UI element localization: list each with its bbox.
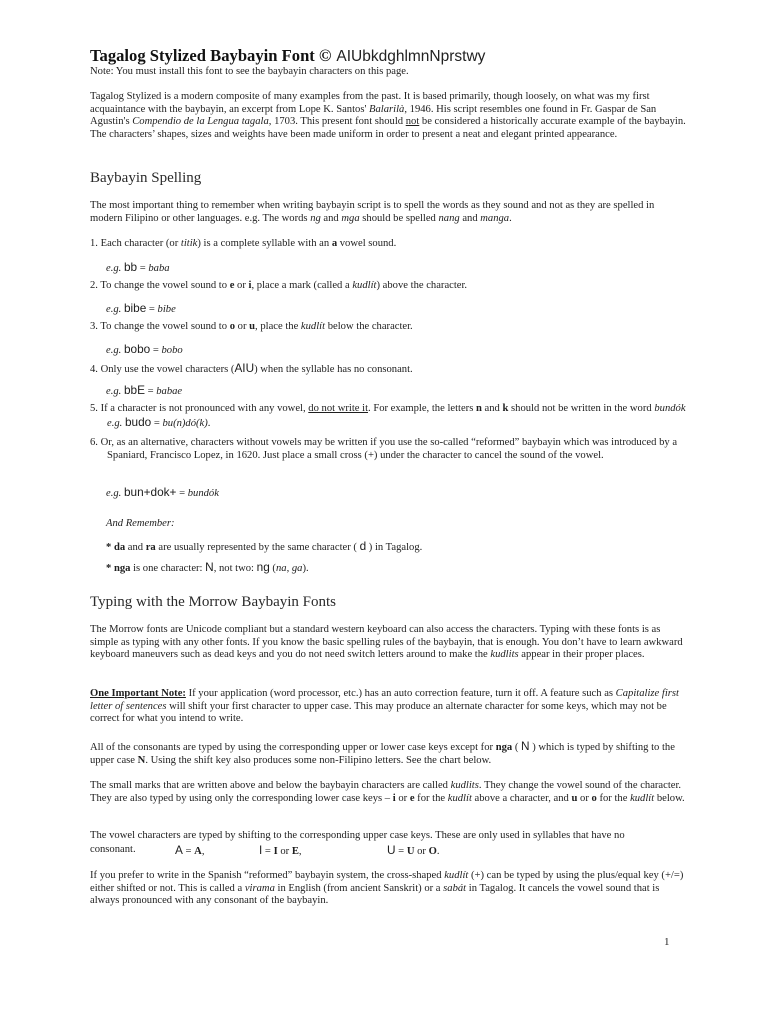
text-run: (: [512, 742, 522, 753]
section-heading-spelling: Baybayin Spelling: [90, 170, 202, 186]
text-run: , 1703. This present font should: [268, 116, 406, 128]
italic-term: kudlít: [300, 321, 326, 332]
text-run: are usually represented by the same character (: [155, 542, 360, 553]
bold-letter: I: [273, 845, 278, 857]
bold-letter: u: [249, 321, 256, 332]
bold-letter: n: [475, 403, 482, 414]
text-run: ) when the syllable has no consonant.: [254, 364, 413, 375]
italic-term: bundók e.g.: [107, 403, 686, 429]
italic-term: manga: [480, 212, 510, 224]
text-run: ) in Tagalog.: [366, 542, 423, 553]
text-run: 5. If a character is not pronounced with any vowel,: [90, 403, 309, 414]
text-run: or: [235, 321, 250, 332]
text-run: should not be written in the word: [508, 403, 655, 414]
latin-reading: babae: [156, 386, 183, 397]
install-note: Note: You must install this font to see the baybayin characters on this page.: [90, 66, 409, 77]
text-run: 3. To change the vowel sound to: [90, 321, 230, 332]
text-run: All of the consonants are typed by using the corresponding upper or lower case keys except for: [90, 742, 496, 753]
eg-label: e.g.: [106, 386, 124, 397]
bold-letter: i: [248, 280, 252, 291]
text-run: and: [320, 212, 342, 224]
bold-letter: o: [229, 321, 235, 332]
baybayin-sample: bb: [123, 260, 138, 274]
vowel-mapping-u: [387, 843, 440, 859]
text-run: . For example, the letters: [368, 403, 476, 414]
rule-4-example: [106, 383, 686, 399]
text-run: The Morrow fonts are Unicode compliant but a standard western keyboard can also access the characters. Typing with these fonts is as simple as typing with any other fonts. If you know the basic spelling rules of the baybayin, that is enough. You don’t have to learn awkward keyboard maneuvers such as dead keys and you do not need switch letters around to make the: [90, 624, 683, 661]
rule-4: [90, 362, 686, 377]
document-title: [90, 46, 686, 67]
consonants-paragraph: [90, 740, 686, 767]
italic-term: mga: [341, 212, 360, 224]
bold-letter: U: [406, 845, 415, 857]
equals-sign: =: [176, 488, 188, 499]
text-run: The small marks that are written above and below the baybayin characters are called: [90, 780, 451, 791]
remember-item-da-ra: [106, 539, 686, 555]
italic-term: nang: [438, 212, 460, 224]
text-run: and: [459, 212, 481, 224]
text-run: ,: [201, 845, 205, 857]
title-text: Tagalog Stylized Baybayin Font ©: [90, 46, 332, 65]
baybayin-sample: ng: [256, 560, 270, 574]
text-run: and: [125, 542, 146, 553]
text-run: above a character, and: [471, 792, 572, 804]
italic-term: titik: [180, 238, 198, 249]
rule-3: [90, 321, 686, 334]
text-run: 2. To change the vowel sound to: [90, 280, 230, 291]
text-run: , place the: [255, 321, 301, 332]
text-run: 4. Only use the vowel characters (: [90, 364, 235, 375]
text-run: . Using the shift key also produces some non-Filipino letters. See the chart below.: [145, 754, 492, 766]
equals-sign: =: [137, 263, 149, 274]
italic-term: kudlít: [447, 792, 472, 804]
baybayin-sample: U: [387, 842, 396, 857]
underlined-text: not: [405, 116, 420, 128]
text-run: ) above the character.: [376, 280, 468, 291]
bold-letter: k: [502, 403, 509, 414]
text-run: in Tagalog. It cancels the vowel sound that is always pronounced with any consonant of the baybayin.: [90, 882, 660, 907]
equals-sign: =: [150, 345, 162, 356]
baybayin-sample: AIU: [234, 361, 255, 375]
bold-letter: E: [291, 845, 299, 857]
text-run: and: [481, 403, 503, 414]
remember-label: And Remember:: [106, 518, 175, 529]
baybayin-sample: N: [205, 560, 214, 574]
text-run: If your application (word processor, etc.) has an auto correction feature, turn it off. A feature such as: [185, 688, 616, 699]
vowels-sentence: The vowel characters are typed by shifting to the corresponding upper case keys. These are only used in syllables that have no: [90, 830, 625, 841]
bold-letter: u: [571, 792, 578, 804]
text-run: . They change the vowel sound of the character. They are also typed by using only the corresponding lower case keys –: [90, 780, 682, 804]
remember-item-nga: [106, 560, 686, 576]
important-note-label: One Important Note:: [90, 688, 186, 699]
eg-label: e.g.: [106, 263, 124, 274]
text-run: should be spelled: [359, 212, 439, 224]
text-run: for the: [414, 792, 448, 804]
text-run: , not two:: [213, 563, 257, 574]
text-run: .: [436, 845, 440, 857]
text-run: vowel sound.: [337, 238, 397, 249]
text-run: will shift your first character to upper case. This may produce an alternate character for some keys, which may not be correct for what you intend to write.: [90, 700, 667, 725]
text-run: or: [414, 845, 429, 857]
bold-term: * da: [106, 542, 126, 553]
text-run: 1. Each character (or: [90, 238, 181, 249]
rule-1: [90, 238, 686, 251]
text-run: , place a mark (called a: [251, 280, 353, 291]
rule-6-example: [106, 485, 686, 501]
text-run: (: [269, 563, 276, 574]
text-run: The most important thing to remember when writing baybayin script is to spell the words as they sound and not as they are spelled in modern Filipino or other languages. e.g. The words: [90, 200, 655, 224]
eg-label: e.g.: [106, 345, 124, 356]
equals-sign: =: [146, 304, 158, 315]
eg-label: e.g.: [106, 304, 124, 315]
vowel-mapping-line: [90, 843, 686, 857]
baybayin-sample: A: [175, 842, 183, 857]
baybayin-sample: bbE: [123, 383, 145, 397]
spelling-lead-paragraph: [90, 200, 686, 225]
equals-sign: =: [182, 845, 195, 857]
text-run: .: [509, 212, 512, 224]
latin-reading: baba: [148, 263, 170, 274]
eg-label: e.g.: [106, 488, 124, 499]
italic-term: sabát: [443, 882, 467, 894]
rule-1-example: [106, 260, 686, 276]
bold-letter: e: [409, 792, 415, 804]
text-run: ).: [302, 563, 309, 574]
vowel-mapping-i: [259, 843, 302, 859]
equals-sign: =: [144, 386, 157, 397]
italic-term: na, ga: [275, 563, 303, 574]
text-run: is one character:: [130, 563, 206, 574]
virama-paragraph: [90, 870, 686, 908]
text-run: or: [577, 792, 592, 804]
bold-letter: i: [392, 792, 396, 804]
italic-term: Balarilà: [369, 103, 405, 115]
sentence-end: consonant.: [90, 843, 136, 855]
text-run: .: [207, 417, 211, 429]
text-run: ) is a complete syllable with an: [197, 238, 332, 249]
rule-2: [90, 280, 686, 293]
rule-5: [90, 403, 686, 430]
text-run: for the: [596, 792, 631, 804]
text-run: 6. Or, as an alternative, characters without vowels may be written if you use the so-called “reformed” baybayin which was introduced by a Spaniard, Francisco Lopez, in 1620. Just place a small cross (+) under the character to cancel the sound of the vowel.: [90, 437, 678, 462]
bold-letter: O: [428, 845, 437, 857]
italic-term: kudlít: [630, 792, 655, 804]
intro-paragraph: [90, 91, 686, 142]
latin-reading: bu(n)dó(k): [162, 417, 208, 429]
equals-sign: =: [262, 845, 274, 857]
text-run: below the character.: [325, 321, 413, 332]
italic-term: kudlít: [444, 870, 469, 881]
rule-2-example: [106, 301, 686, 317]
text-run: ) which is typed by shifting to the upper case: [90, 742, 675, 766]
text-run: below.: [654, 792, 685, 804]
latin-reading: bibe: [157, 304, 176, 315]
text-run: or: [395, 792, 410, 804]
baybayin-alphabet-sample: AIUbkdghlmnNprstwy: [336, 48, 486, 65]
text-run: , 1946. His script resembles one found in Fr. Gaspar de San Agustin's: [90, 103, 657, 128]
text-run: be considered a historically accurate example of the baybayin. The characters’ shapes, sizes and weights have been made uniform in order to present a neat and elegant printed appearance.: [90, 116, 686, 141]
bold-letter: e: [229, 280, 235, 291]
text-run: or: [277, 845, 292, 857]
important-note-paragraph: [90, 688, 686, 726]
italic-term: kudlít: [352, 280, 377, 291]
bold-term: * nga: [106, 563, 131, 574]
rule-6: [90, 436, 686, 463]
italic-term: virama: [244, 882, 275, 894]
bold-letter: N: [137, 754, 146, 766]
baybayin-sample: N: [521, 739, 530, 753]
typing-unicode-paragraph: [90, 624, 686, 662]
baybayin-sample: bibe: [123, 301, 147, 315]
baybayin-sample: I: [259, 842, 263, 857]
text-run: ,: [298, 845, 302, 857]
bold-term: nga: [495, 742, 513, 753]
baybayin-sample: bobo: [123, 342, 151, 356]
equals-sign: =: [151, 417, 163, 429]
equals-sign: =: [395, 845, 407, 857]
baybayin-sample: bun+dok+: [123, 485, 177, 499]
vowels-paragraph: [90, 830, 686, 857]
latin-reading: bundók: [187, 488, 219, 499]
baybayin-sample: d: [359, 539, 367, 553]
text-run: in English (from ancient Sanskrit) or a: [274, 882, 444, 894]
italic-term: Capitalize first letter of sentences: [90, 688, 679, 712]
underlined-text: do not write it: [308, 403, 369, 414]
italic-term: kudlits: [450, 780, 479, 791]
text-run: If you prefer to write in the Spanish “reformed” baybayin system, the cross-shaped: [90, 870, 445, 881]
text-run: Tagalog Stylized is a modern composite of many examples from the past. It is based primarily, though loosely, on what was my first acquaintance with the baybayin, an excerpt from Lope K. Santos': [90, 91, 650, 115]
vowel-mapping-a: [175, 843, 204, 859]
bold-letter: A: [194, 845, 202, 857]
italic-term: Compendio de la Lengua tagala: [132, 116, 269, 128]
page-number: 1: [664, 936, 670, 948]
text-run: appear in their proper places.: [518, 649, 645, 661]
latin-reading: bobo: [161, 345, 183, 356]
bold-letter: o: [591, 792, 597, 804]
kudlits-paragraph: [90, 780, 686, 805]
text-run: (+) can be typed by using the plus/equal key (+/=) either shifted or not. This is called a: [90, 870, 684, 894]
baybayin-sample: budo: [124, 414, 152, 429]
italic-term: kudlits: [490, 649, 519, 661]
bold-letter: a: [331, 238, 338, 249]
text-run: or: [234, 280, 249, 291]
section-heading-typing: Typing with the Morrow Baybayin Fonts: [90, 594, 337, 610]
bold-term: ra: [145, 542, 156, 553]
italic-term: ng: [310, 212, 321, 224]
rule-3-example: [106, 342, 686, 358]
